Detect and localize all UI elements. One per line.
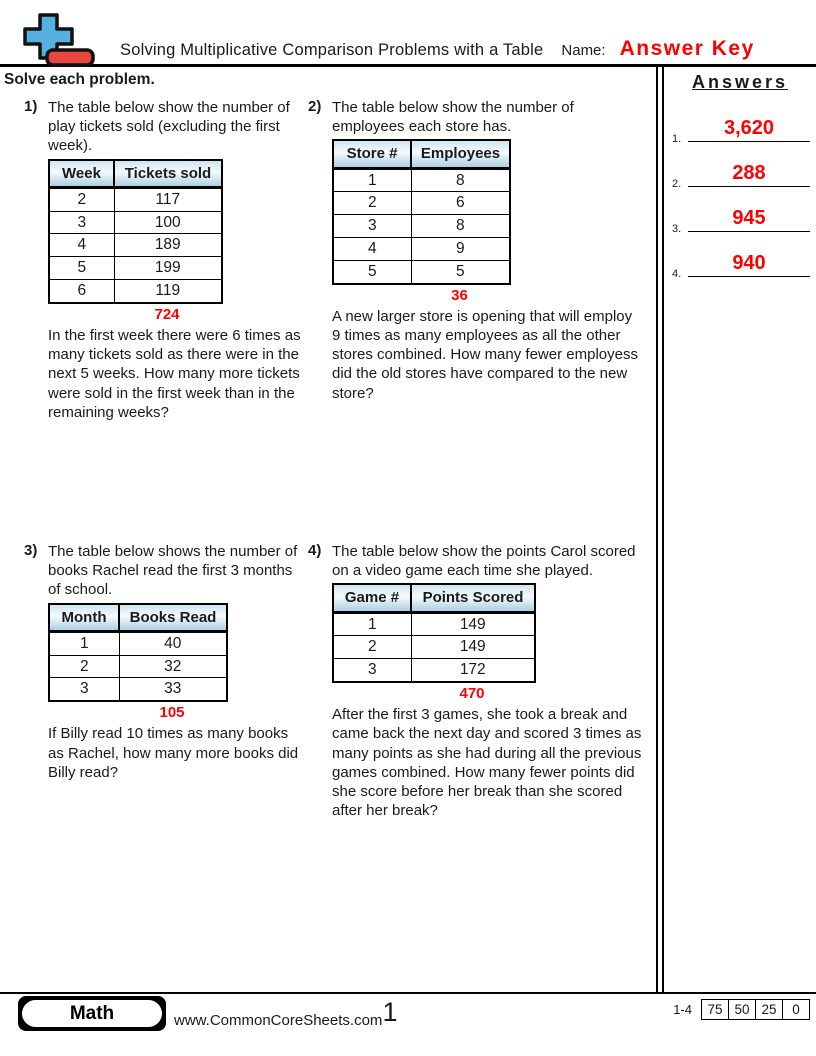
answer-number: 3. [672,223,682,235]
table-cell: 6 [411,192,510,215]
table-cell: 3 [333,215,411,238]
table-header-cell: Books Read [119,604,227,632]
answer-item-1 [664,105,816,150]
problem-question: If Billy read 10 times as many books as Rachel, how many more books did Billy read? [48,725,299,781]
problem-intro: The table below show the points Carol scored on a video game each time she played. [332,543,636,580]
answers-title: Answers [691,72,789,92]
answer-value: 945 [732,207,766,229]
table-header-row [333,584,535,612]
problem-question: In the first week there were 6 times as many tickets sold as there were in the next 5 weeks. How many more tickets were sold in the first week than in the remaining weeks? [48,327,301,421]
commoncoresheets-logo-icon [16,12,100,73]
problem-range-label: 1-4 [673,1002,692,1017]
problem-content [48,542,304,820]
problem-intro: The table below shows the number of books Rachel read the first 3 months of school. [48,543,298,599]
score-area [673,999,810,1020]
table-row [49,187,222,211]
table-cell: 1 [333,612,411,636]
problem-4 [308,542,648,820]
answer-total: 470 [459,685,485,703]
table-row [49,280,222,303]
table-cell: 6 [49,280,114,303]
answer-total: 724 [154,305,180,323]
answer-item-4 [664,240,816,285]
table-cell: 1 [333,168,411,192]
score-cell: 25 [756,1000,783,1020]
table-cell: 100 [114,211,222,234]
table-header-cell: Employees [411,140,510,168]
table-row [333,238,510,261]
instruction-text: Solve each problem. [4,71,155,88]
answer-value: 3,620 [723,117,775,139]
problem-question: A new larger store is opening that will employ 9 times as many employees as all the other stores combined. How many fewer employess did the old stores have compared to the new store? [332,307,638,402]
table-header-cell: Month [49,604,119,632]
table-cell: 149 [411,636,535,659]
answer-number: 2. [672,178,682,190]
data-table [48,603,228,703]
name-label: Name: [561,42,606,59]
math-label: Math [22,1000,162,1027]
table-cell: 4 [49,234,114,257]
table-row [49,257,222,280]
table-header-cell: Tickets sold [114,160,222,188]
problem-number: 4) [308,542,322,559]
table-cell: 2 [49,655,119,678]
table-row [333,636,535,659]
problems-grid [4,98,656,820]
answer-value: 940 [732,252,766,274]
data-table [332,139,511,284]
table-cell: 1 [49,631,119,655]
score-cell: 0 [783,1000,810,1020]
answer-blank-line [688,276,810,277]
table-header-row [333,140,510,168]
problems-area [0,67,656,992]
problem-1 [24,98,308,542]
problem-number: 2) [308,98,322,115]
table-row [333,659,535,682]
problem-intro: The table below show the number of employees each store has. [332,99,574,136]
table-cell: 40 [119,631,227,655]
answer-blank-line [688,186,810,187]
table-row [333,192,510,215]
table-cell: 117 [114,187,222,211]
answer-blank-line [688,141,810,142]
worksheet-body [0,67,816,992]
problem-2 [308,98,648,542]
table-cell: 32 [119,655,227,678]
table-row [333,215,510,238]
answer-total: 105 [159,704,185,722]
problem-number: 1) [24,98,38,115]
problem-content [332,98,644,542]
table-row [49,234,222,257]
problem-number: 3) [24,542,38,559]
worksheet-footer [0,992,816,1053]
problem-content [48,98,304,542]
answer-value: 288 [732,162,766,184]
answer-number: 4. [672,268,682,280]
table-row [333,168,510,192]
table-cell: 4 [333,238,411,261]
answers-panel [664,67,816,992]
table-cell: 189 [114,234,222,257]
table-cell: 172 [411,659,535,682]
table-cell: 5 [333,260,411,283]
problem-intro: The table below show the number of play tickets sold (excluding the first week). [48,99,290,155]
problem-question: After the first 3 games, she took a break and came back the next day and scored 3 times as many points as she had during all the previous games combined. How many fewer points did she score before her break than she scored after her break? [332,706,642,820]
answer-item-3 [664,195,816,240]
table-header-cell: Game # [333,584,411,612]
score-row [702,1000,810,1020]
page-title: Solving Multiplicative Comparison Problems with a Table [120,41,544,59]
table-header-cell: Store # [333,140,411,168]
answer-blank-line [688,231,810,232]
table-cell: 2 [333,192,411,215]
table-header-cell: Points Scored [411,584,535,612]
table-cell: 9 [411,238,510,261]
table-cell: 8 [411,168,510,192]
table-header-row [49,604,227,632]
table-cell: 33 [119,678,227,701]
table-header-cell: Week [49,160,114,188]
answer-number: 1. [672,133,682,145]
table-row [49,678,227,701]
title-row [120,37,816,61]
table-cell: 199 [114,257,222,280]
website-url: www.CommonCoreSheets.com [174,1012,383,1029]
table-cell: 149 [411,612,535,636]
table-cell: 3 [49,211,114,234]
table-row [333,612,535,636]
worksheet-header [0,0,816,67]
table-row [333,260,510,283]
score-cell: 75 [702,1000,729,1020]
vertical-divider [656,67,664,992]
table-row [49,655,227,678]
table-cell: 119 [114,280,222,303]
table-cell: 5 [49,257,114,280]
answer-item-2 [664,150,816,195]
table-cell: 3 [333,659,411,682]
table-row [49,211,222,234]
table-row [49,631,227,655]
problem-content [332,542,644,820]
page-number: 1 [382,997,398,1027]
problem-3 [24,542,308,820]
score-table [701,999,810,1020]
score-cell: 50 [729,1000,756,1020]
table-cell: 2 [49,187,114,211]
data-table [332,583,536,683]
table-cell: 2 [333,636,411,659]
table-cell: 8 [411,215,510,238]
table-header-row [49,160,222,188]
table-cell: 3 [49,678,119,701]
answer-total: 36 [451,286,468,304]
answer-key-text: Answer Key [619,37,755,60]
data-table [48,159,223,304]
table-cell: 5 [411,260,510,283]
